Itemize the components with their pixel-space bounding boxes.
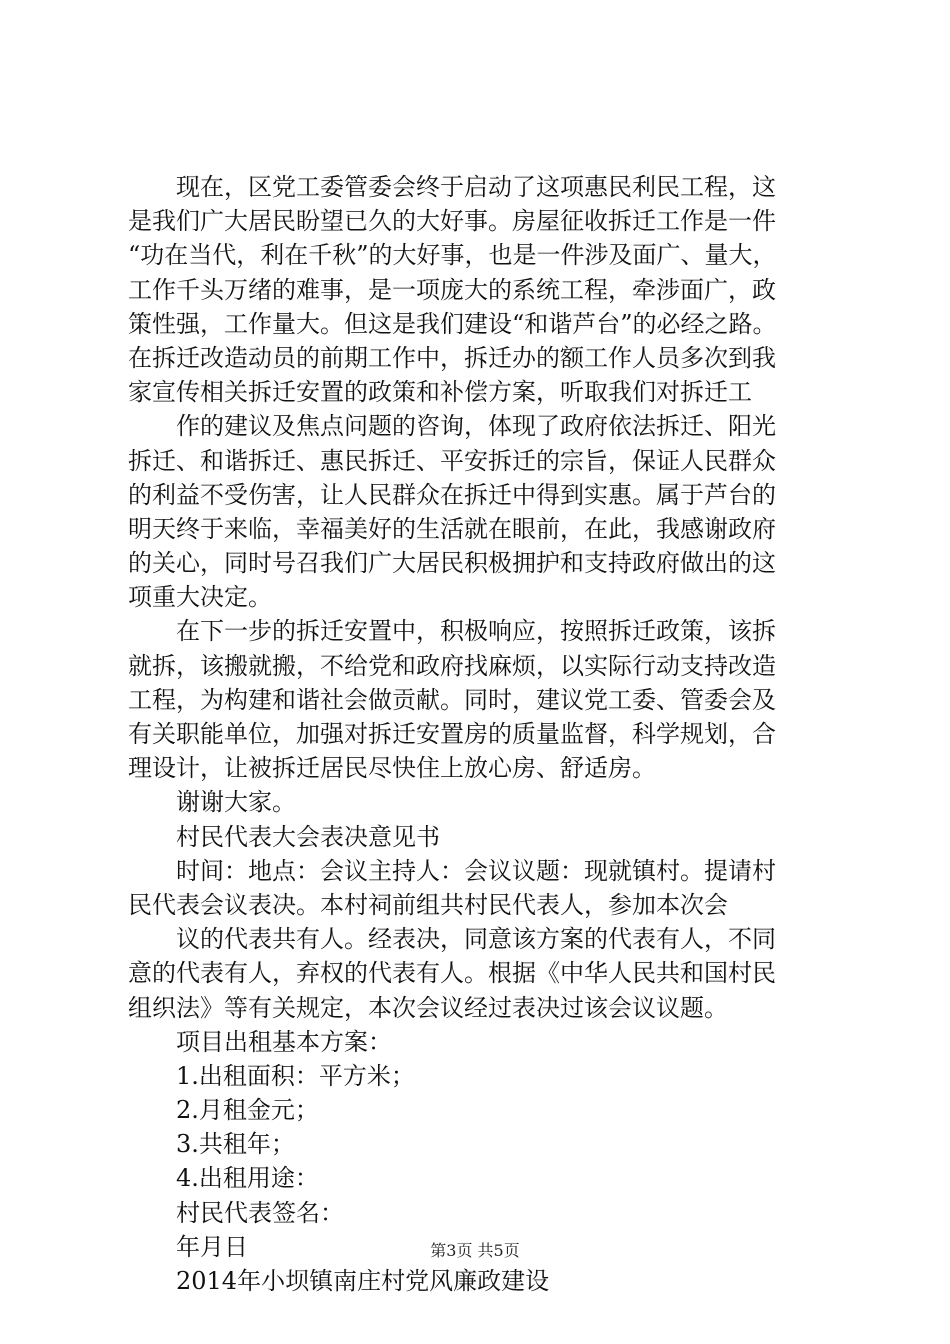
- text-line: 在拆迁改造动员的前期工作中，拆迁办的额工作人员多次到我: [128, 343, 776, 372]
- text-line: 是我们广大居民盼望已久的大好事。房屋征收拆迁工作是一件: [128, 207, 776, 236]
- text-line: 作的建议及焦点问题的咨询，体现了政府依法拆迁、阳光: [176, 412, 776, 441]
- document-body: [128, 170, 828, 1298]
- text-line: 工程，为构建和谐社会做贡献。同时，建议党工委、管委会及: [128, 685, 776, 714]
- text-line: 村民代表签名：: [176, 1198, 344, 1227]
- text-line: 时间：地点：会议主持人：会议议题：现就镇村。提请村: [176, 856, 776, 885]
- text-line: 在下一步的拆迁安置中，积极响应，按照拆迁政策，该拆: [176, 617, 776, 646]
- text-line: 工作千头万绪的难事，是一项庞大的系统工程，牵涉面广，政: [128, 275, 776, 304]
- text-line: 理设计，让被拆迁居民尽快住上放心房、舒适房。: [128, 754, 656, 783]
- text-line: 的关心，同时号召我们广大居民积极拥护和支持政府做出的这: [128, 549, 776, 578]
- text-line: 年月日: [176, 1232, 248, 1261]
- text-line: 3.共租年；: [176, 1130, 295, 1159]
- text-line: 4.出租用途：: [176, 1164, 319, 1193]
- text-line: 民代表会议表决。本村祠前组共村民代表人，参加本次会: [128, 890, 728, 919]
- text-line: “功在当代，利在千秋”的大好事，也是一件涉及面广、量大，: [128, 241, 777, 270]
- text-line: 意的代表有人，弃权的代表有人。根据《中华人民共和国村民: [128, 959, 776, 988]
- text-line: 1.出租面积：平方米；: [176, 1061, 415, 1090]
- text-line: 议的代表共有人。经表决，同意该方案的代表有人，不同: [176, 925, 776, 954]
- text-line: 2014年小坝镇南庄村党风廉政建设: [176, 1267, 550, 1295]
- text-line: 就拆，该搬就搬，不给党和政府找麻烦，以实际行动支持改造: [128, 651, 776, 680]
- text-line: 村民代表大会表决意见书: [176, 822, 440, 851]
- text-line: 项目出租基本方案：: [176, 1027, 392, 1056]
- text-line: 有关职能单位，加强对拆迁安置房的质量监督，科学规划，合: [128, 720, 776, 748]
- text-line: 2.月租金元；: [176, 1096, 319, 1125]
- text-line: 项重大决定。: [128, 583, 272, 612]
- text-line: 组织法》等有关规定，本次会议经过表决过该会议议题。: [128, 993, 728, 1022]
- text-line: 谢谢大家。: [176, 788, 296, 817]
- page-footer: 第3页 共5页: [430, 1241, 520, 1260]
- paragraph-lines: [128, 170, 828, 1298]
- text-line: 策性强，工作量大。但这是我们建设“和谐芦台”的必经之路。: [128, 309, 777, 338]
- text-line: 的利益不受伤害，让人民群众在拆迁中得到实惠。属于芦台的: [128, 480, 776, 509]
- text-line: 家宣传相关拆迁安置的政策和补偿方案，听取我们对拆迁工: [128, 378, 752, 407]
- text-line: 现在，区党工委管委会终于启动了这项惠民利民工程，这: [176, 173, 776, 201]
- text-line: 明天终于来临，幸福美好的生活就在眼前，在此，我感谢政府: [128, 514, 776, 543]
- text-line: 拆迁、和谐拆迁、惠民拆迁、平安拆迁的宗旨，保证人民群众: [128, 446, 776, 475]
